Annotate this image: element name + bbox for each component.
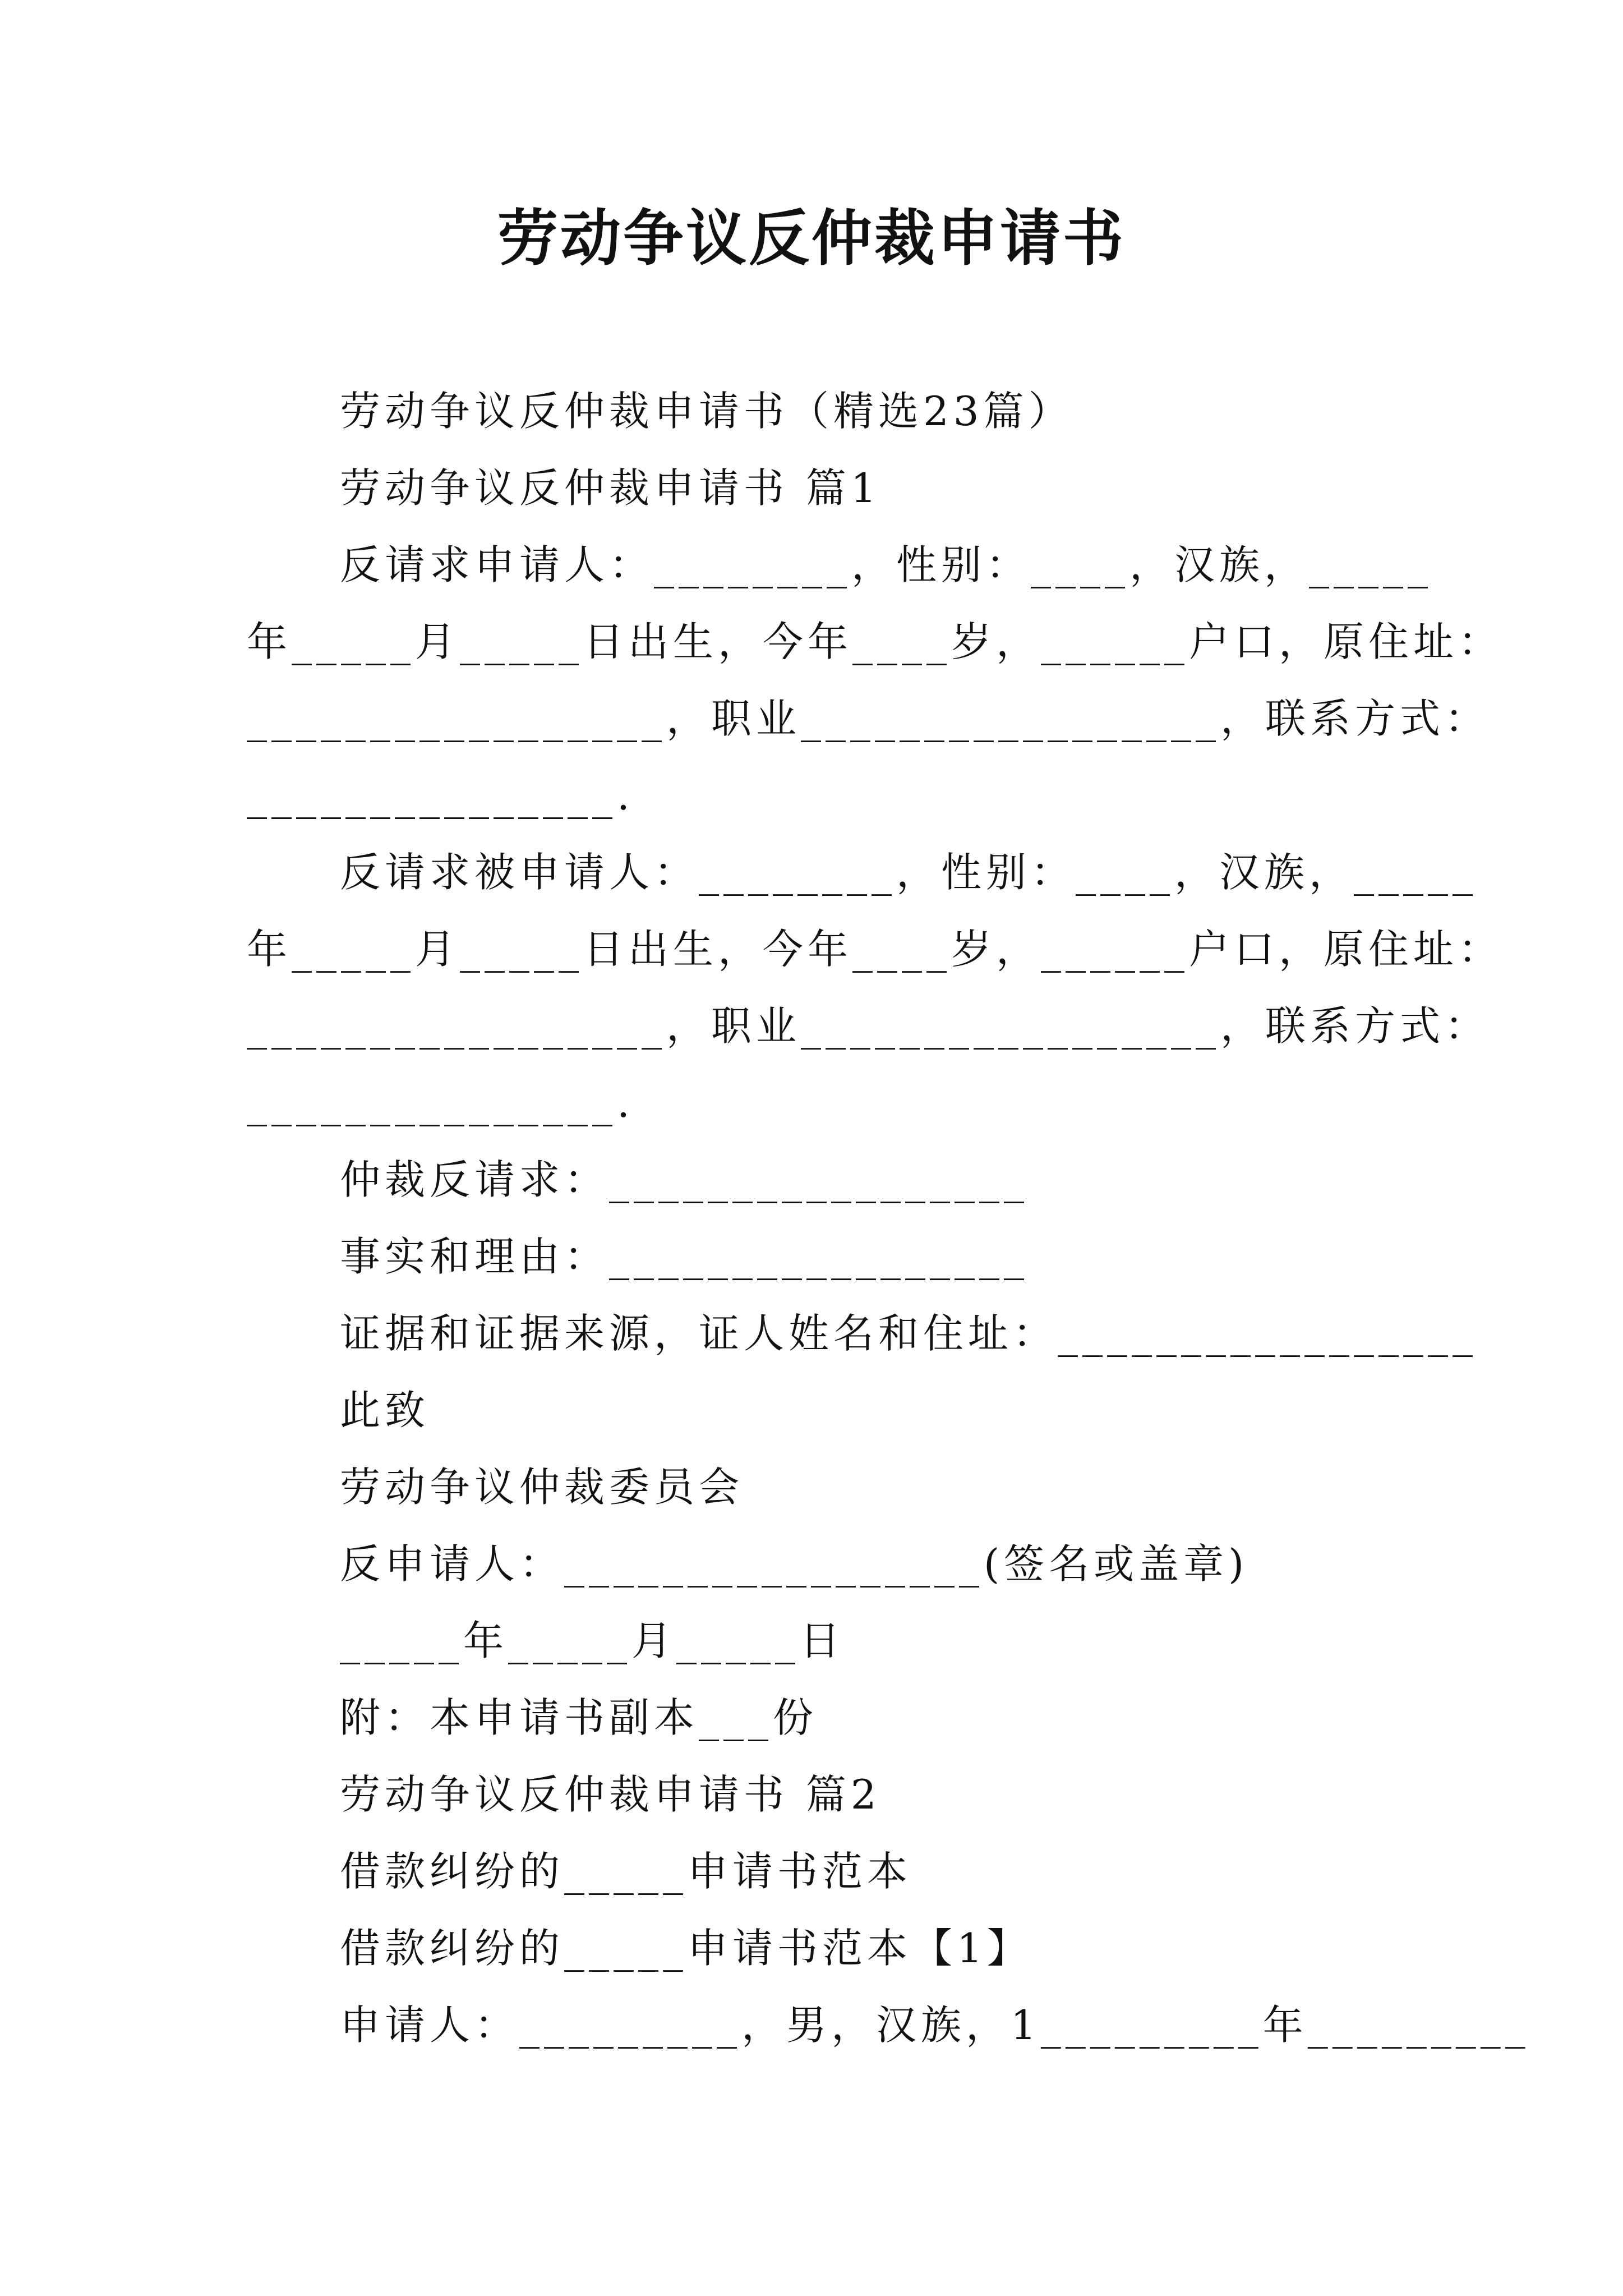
paragraph-line: 年_____月_____日出生，今年____岁，______户口，原住址： (247, 618, 1504, 665)
paragraph-line: _______________. (247, 772, 634, 819)
paragraph-line: _________________，职业_________________，联系方式： (247, 1002, 1490, 1050)
paragraph-line: 事实和理由：_________________ (340, 1233, 1029, 1280)
paragraph-line: 劳动争议反仲裁申请书（精选23篇） (340, 388, 1073, 435)
paragraph-line: 附：本申请书副本___份 (340, 1694, 818, 1741)
paragraph-line: 申请人：_________，男，汉族，1_________年_________ (340, 2001, 1530, 2049)
paragraph-line: 劳动争议仲裁委员会 (340, 1464, 744, 1511)
paragraph-line: 反请求被申请人：________，性别：____，汉族，_____ (340, 849, 1478, 896)
paragraph-line: 仲裁反请求：_________________ (340, 1156, 1029, 1203)
paragraph-line: 年_____月_____日出生，今年____岁，______户口，原住址： (247, 926, 1504, 973)
paragraph-line: 借款纠纷的_____申请书范本【1】 (340, 1925, 1032, 1972)
paragraph-line: 借款纠纷的_____申请书范本 (340, 1848, 912, 1895)
paragraph-line: 证据和证据来源，证人姓名和住址：_________________ (340, 1310, 1478, 1357)
paragraph-line: _______________. (247, 1079, 634, 1126)
paragraph-line: 反申请人：_________________(签名或盖章) (340, 1540, 1249, 1588)
document-title: 劳动争议反仲裁申请书 (497, 203, 1126, 274)
paragraph-line: 劳动争议反仲裁申请书 篇2 (340, 1771, 881, 1818)
paragraph-line: 此致 (340, 1387, 430, 1434)
paragraph-line: 劳动争议反仲裁申请书 篇1 (340, 464, 881, 512)
paragraph-line: _________________，职业_________________，联系方式： (247, 695, 1490, 742)
paragraph-line: _____年_____月_____日 (340, 1617, 845, 1664)
document-body (247, 373, 1530, 2064)
paragraph-line: 反请求申请人：________，性别：____，汉族，_____ (340, 541, 1433, 588)
